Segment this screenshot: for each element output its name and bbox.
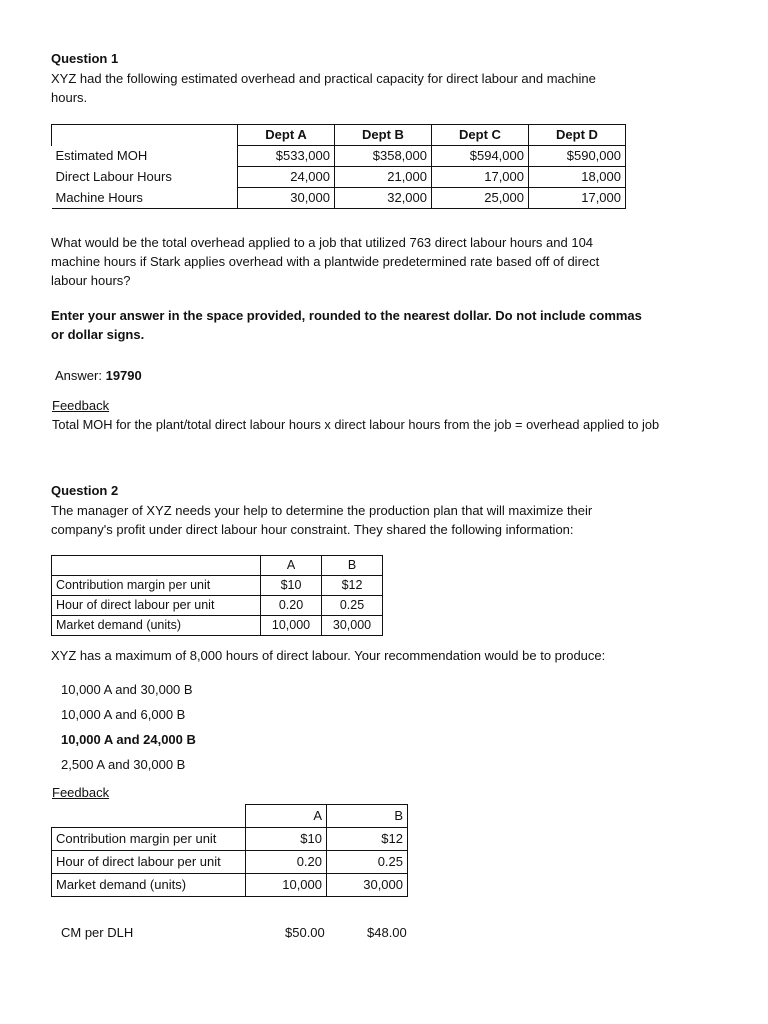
table-row [52,146,626,167]
table-row [52,576,383,596]
row-label: Hour of direct labour per unit [52,851,246,874]
table-cell: $358,000 [335,146,432,167]
table-row [52,596,383,616]
table-cell: $594,000 [432,146,529,167]
table-cell: 21,000 [335,167,432,188]
table-header-row [52,805,408,828]
row-label: Market demand (units) [52,616,261,636]
table-header-cell: Dept B [335,125,432,146]
option-2[interactable]: 10,000 A and 6,000 B [61,707,186,722]
table-row [52,851,408,874]
table-corner-cell [52,556,261,576]
table-row [52,167,626,188]
q1-question-line3: labour hours? [51,273,131,288]
table-cell: $10 [246,828,327,851]
q1-overhead-table [51,124,626,209]
table-row [52,616,383,636]
q1-instruction-line1: Enter your answer in the space provided, rounded to the nearest dollar. Do not include commas [51,308,642,323]
row-label: Machine Hours [52,188,238,209]
q1-question-line1: What would be the total overhead applied to a job that utilized 763 direct labour hours and 104 [51,235,594,250]
cm-per-dlh-label: CM per DLH [61,925,134,940]
q1-intro-line1: XYZ had the following estimated overhead and practical capacity for direct labour and machine [51,71,596,86]
row-label: Hour of direct labour per unit [52,596,261,616]
row-label: Direct Labour Hours [52,167,238,188]
table-header-cell: B [327,805,408,828]
table-cell: $12 [327,828,408,851]
table-cell: $533,000 [238,146,335,167]
row-label: Contribution margin per unit [52,576,261,596]
table-cell: $10 [261,576,322,596]
table-cell: 25,000 [432,188,529,209]
table-cell: 0.20 [261,596,322,616]
table-cell: 0.25 [322,596,383,616]
q2-product-table [51,555,383,636]
table-cell: $590,000 [529,146,626,167]
q2-intro-line1: The manager of XYZ needs your help to determine the production plan that will maximize their [51,503,593,518]
table-cell: 30,000 [327,874,408,897]
table-cell: 18,000 [529,167,626,188]
option-4[interactable]: 2,500 A and 30,000 B [61,757,186,772]
table-cell: $12 [322,576,383,596]
answer-label: Answer: [55,368,102,383]
answer-value: 19790 [105,368,142,383]
table-cell: 17,000 [529,188,626,209]
table-header-row [52,556,383,576]
q2-question: XYZ has a maximum of 8,000 hours of direct labour. Your recommendation would be to produce: [51,648,606,663]
q1-intro-line2: hours. [51,90,88,105]
q2-title: Question 2 [51,483,119,498]
q2-intro-line2: company's profit under direct labour hour constraint. They shared the following information: [51,522,574,537]
table-cell: 0.25 [327,851,408,874]
table-cell: 24,000 [238,167,335,188]
q1-answer [55,366,142,385]
table-cell: 10,000 [246,874,327,897]
row-label: Estimated MOH [52,146,238,167]
table-corner-cell [52,125,238,146]
table-header-cell: Dept A [238,125,335,146]
q1-title: Question 1 [51,51,119,66]
q2-feedback-table [51,804,408,897]
table-cell: 30,000 [322,616,383,636]
q1-question-line2: machine hours if Stark applies overhead with a plantwide predetermined rate based off of direct [51,254,600,269]
q1-feedback-text: Total MOH for the plant/total direct labour hours x direct labour hours from the job = overhead applied to job [52,417,660,432]
row-label: Market demand (units) [52,874,246,897]
q2-feedback-label: Feedback [52,785,110,800]
option-1[interactable]: 10,000 A and 30,000 B [61,682,193,697]
table-cell: 30,000 [238,188,335,209]
table-header-cell: Dept C [432,125,529,146]
table-header-cell: A [246,805,327,828]
table-header-cell: Dept D [529,125,626,146]
cm-per-dlh-a: $50.00 [285,925,325,940]
table-row [52,874,408,897]
row-label: Contribution margin per unit [52,828,246,851]
table-cell: 10,000 [261,616,322,636]
option-3-correct[interactable]: 10,000 A and 24,000 B [61,732,196,747]
q1-instruction-line2: or dollar signs. [51,327,145,342]
table-header-row [52,125,626,146]
q1-feedback-label: Feedback [52,398,110,413]
table-row [52,188,626,209]
cm-per-dlh-b: $48.00 [367,925,407,940]
table-row [52,828,408,851]
table-header-cell: A [261,556,322,576]
table-corner-cell [52,805,246,828]
table-header-cell: B [322,556,383,576]
table-cell: 0.20 [246,851,327,874]
table-cell: 32,000 [335,188,432,209]
table-cell: 17,000 [432,167,529,188]
